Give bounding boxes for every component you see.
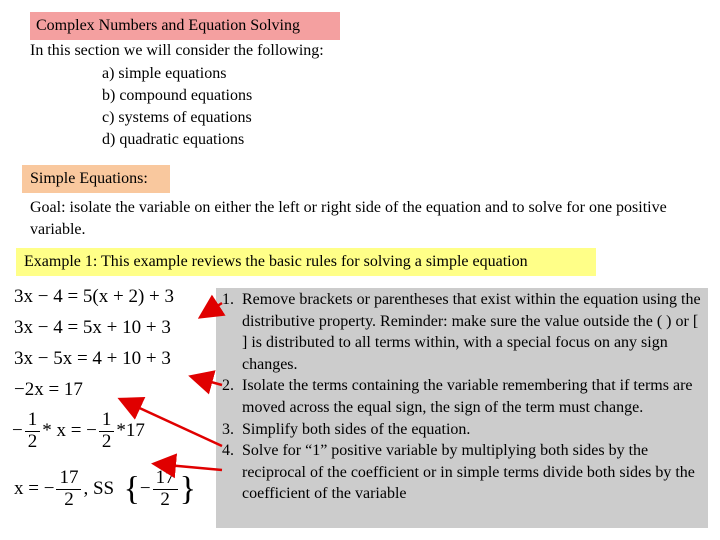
arrow-rule-2 xyxy=(193,377,222,385)
list-item: a) simple equations xyxy=(102,65,227,82)
list-item: b) compound equations xyxy=(102,87,253,104)
numerator: 1 xyxy=(99,410,115,432)
rule-number: 4. xyxy=(222,442,234,460)
numerator: 1 xyxy=(25,410,41,432)
rule-number: 1. xyxy=(222,291,234,308)
expression-text: x = − xyxy=(14,477,55,499)
arrow-rule-1 xyxy=(202,303,222,316)
equation-line-4: −2x = 17 xyxy=(14,379,83,400)
rule-text: Simplify both sides of the equation. xyxy=(242,420,471,438)
brace-open: { xyxy=(123,470,140,508)
rule-text: Remove brackets or parentheses that exist within the equation using the distributive property. Reminder: make sure the value outside the ( ) or [ ] is distributed to all terms within, with a special focus on any sign changes. xyxy=(242,291,701,373)
minus-sign: − xyxy=(139,477,151,499)
equation-line-2: 3x − 4 = 5x + 10 + 3 xyxy=(14,317,171,338)
rule-text: Isolate the terms containing the variable remembering that if terms are moved across the equal sign, the sign of the term must change. xyxy=(242,377,693,416)
numerator: 17 xyxy=(153,468,178,490)
numerator: 17 xyxy=(56,468,81,490)
goal-text: Goal: isolate the variable on either the left or right side of the equation and to solve for one positive variable. xyxy=(30,199,667,238)
brace-close: } xyxy=(179,470,196,508)
rule-number: 3. xyxy=(222,420,234,438)
intro-text: In this section we will consider the following: xyxy=(30,42,324,59)
equation-line-1: 3x − 4 = 5(x + 2) + 3 xyxy=(14,286,175,307)
solution-set-label: , SS xyxy=(83,477,115,499)
minus-sign: − xyxy=(12,419,23,441)
denominator: 2 xyxy=(64,488,74,510)
denominator: 2 xyxy=(101,430,112,452)
equation-line-3: 3x − 5x = 4 + 10 + 3 xyxy=(14,348,171,369)
arrow-rule-3 xyxy=(122,400,222,446)
rule-text: Solve for “1” positive variable by multiplying both sides by the reciprocal of the coefficient or in simple terms divide both sides by the coefficient of the variable xyxy=(242,442,695,503)
list-item: d) quadratic equations xyxy=(102,131,245,148)
arrow-rule-4 xyxy=(156,464,222,470)
page-title: Complex Numbers and Equation Solving xyxy=(36,17,300,34)
example-label: Example 1: This example reviews the basic rules for solving a simple equation xyxy=(24,253,528,270)
denominator: 2 xyxy=(27,430,38,452)
expression-text: *17 xyxy=(116,419,145,441)
section-heading: Simple Equations: xyxy=(30,170,148,187)
denominator: 2 xyxy=(160,488,170,510)
expression-text: * x = − xyxy=(42,419,97,441)
rule-number: 2. xyxy=(222,377,234,395)
list-item: c) systems of equations xyxy=(102,109,252,126)
